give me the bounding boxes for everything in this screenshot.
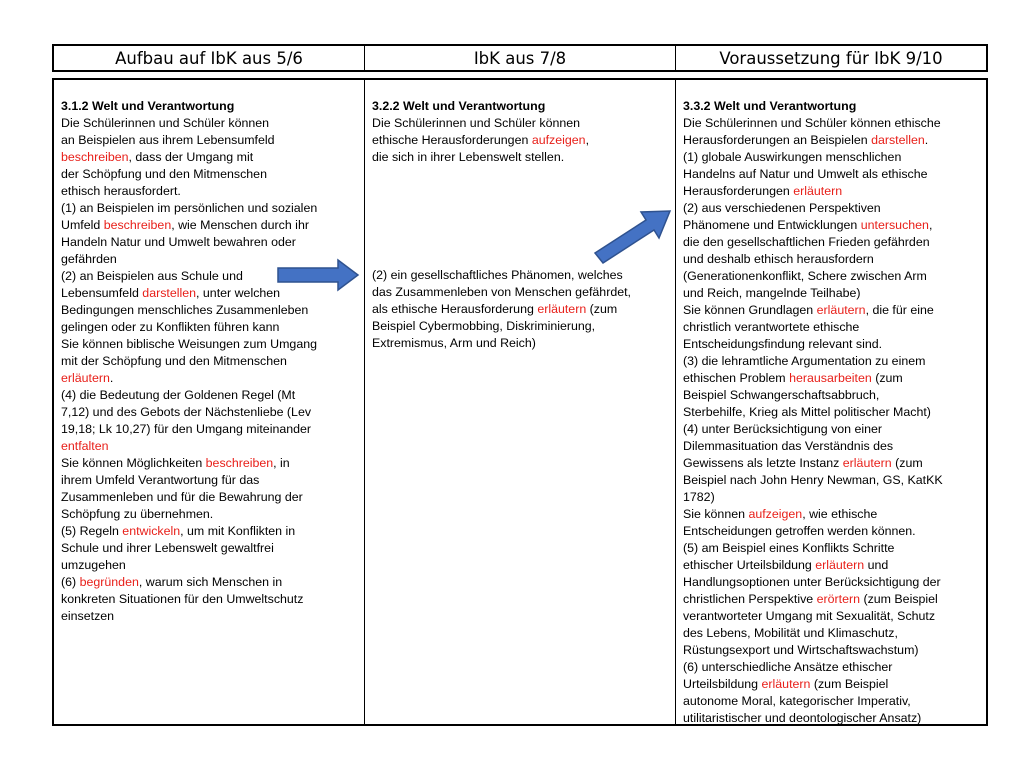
text-line: das Zusammenleben von Menschen gefährdet, [372, 285, 631, 299]
text-line: umzugehen [61, 558, 126, 572]
text-line [61, 574, 364, 591]
text-line: Rüstungsexport und Wirtschaftswachstum) [683, 643, 919, 657]
text-fragment: Urteilsbildung [683, 677, 762, 691]
col2-title: 3.2.2 Welt und Verantwortung [372, 99, 546, 113]
text-line: gefährden [61, 252, 117, 266]
text-line: (2) an Beispielen aus Schule und [61, 269, 243, 283]
operator-word: erläutern [793, 184, 843, 198]
text-line: 7,12) und des Gebots der Nächstenliebe (Lev [61, 405, 312, 419]
text-line: Sterbehilfe, Krieg als Mittel politischer Macht) [683, 405, 931, 419]
operator-word: erläutern [61, 371, 110, 385]
arrow-right-icon [276, 258, 360, 292]
operator-word: erläutern [842, 456, 892, 470]
text-line [683, 455, 986, 472]
text-line: konkreten Situationen für den Umweltschutz [61, 592, 304, 606]
operator-word: erörtern [816, 592, 860, 606]
text-line [683, 557, 986, 574]
text-line [61, 217, 364, 234]
text-fragment: , warum sich Menschen in [138, 575, 283, 589]
text-line [683, 676, 986, 693]
text-line: Die Schülerinnen und Schüler können [61, 116, 270, 130]
text-fragment: (zum [891, 456, 923, 470]
text-line: christlich verantwortete ethische [683, 320, 860, 334]
text-line: (6) unterschiedliche Ansätze ethischer [683, 660, 893, 674]
text-line: Handlungsoptionen unter Berücksichtigung der [683, 575, 941, 589]
text-fragment: , unter welchen [196, 286, 281, 300]
text-fragment: Sie können Möglichkeiten [61, 456, 206, 470]
text-line: verantworteter Umgang mit Sexualität, Schutz [683, 609, 936, 623]
text-fragment: als ethische Herausforderung [372, 302, 538, 316]
text-fragment: , um mit Konflikten in [180, 524, 296, 538]
col2-competence-2 [372, 267, 631, 352]
text-line: (Generationenkonflikt, Schere zwischen Arm [683, 269, 927, 283]
column-2 [364, 80, 675, 724]
operator-word: darstellen [871, 133, 925, 147]
text-line: (4) die Bedeutung der Goldenen Regel (Mt [61, 388, 296, 402]
arrow-diagonal-icon [592, 206, 674, 266]
text-line [61, 523, 364, 540]
text-line: (1) globale Auswirkungen menschlichen [683, 150, 902, 164]
text-line: (3) die lehramtliche Argumentation zu einem [683, 354, 926, 368]
text-fragment: Herausforderungen [683, 184, 794, 198]
col3-title: 3.3.2 Welt und Verantwortung [683, 99, 857, 113]
text-line: Zusammenleben und für die Bewahrung der [61, 490, 303, 504]
text-line [61, 455, 364, 472]
text-line: (2) aus verschiedenen Perspektiven [683, 201, 881, 215]
operator-word: beschreiben [61, 150, 129, 164]
text-line: Beispiel nach John Henry Newman, GS, KatKK [683, 473, 943, 487]
text-line: 1782) [683, 490, 715, 504]
text-line: utilitaristischer und deontologischer Ansatz) [683, 711, 922, 725]
text-line: Schule und ihrer Lebenswelt gewaltfrei [61, 541, 274, 555]
operator-word: entwickeln [122, 524, 181, 538]
text-fragment: , [928, 218, 933, 232]
text-line [372, 301, 631, 318]
text-fragment: , dass der Umgang mit [128, 150, 254, 164]
header-col1: Aufbau auf IbK aus 5/6 [115, 48, 303, 68]
text-fragment: Sie können Grundlagen [683, 303, 817, 317]
text-fragment: und [864, 558, 889, 572]
text-line [683, 370, 986, 387]
text-line: des Lebens, Mobilität und Klimaschutz, [683, 626, 898, 640]
text-fragment: Phänomene und Entwicklungen [683, 218, 861, 232]
text-fragment: , wie Menschen durch ihr [171, 218, 309, 232]
text-line: (5) am Beispiel eines Konflikts Schritte [683, 541, 895, 555]
operator-word: erläutern [537, 302, 587, 316]
text-fragment: christlichen Perspektive [683, 592, 817, 606]
operator-word: entfalten [61, 439, 109, 453]
text-line: Die Schülerinnen und Schüler können ethische [683, 116, 941, 130]
text-fragment: (zum [871, 371, 903, 385]
header-col2: IbK aus 7/8 [364, 46, 675, 70]
text-line: Beispiel Cybermobbing, Diskriminierung, [372, 319, 596, 333]
text-line: Schöpfung zu übernehmen. [61, 507, 214, 521]
text-fragment: . [109, 371, 114, 385]
text-fragment: (zum [586, 302, 618, 316]
text-line [683, 591, 986, 608]
text-fragment: Lebensumfeld [61, 286, 143, 300]
text-line: Handelns auf Natur und Umwelt als ethische [683, 167, 928, 181]
text-line: 19,18; Lk 10,27) für den Umgang miteinander [61, 422, 312, 436]
operator-word: untersuchen [860, 218, 929, 232]
text-fragment: ethischer Urteilsbildung [683, 558, 816, 572]
text-line: Dilemmasituation das Verständnis des [683, 439, 894, 453]
text-fragment: . [924, 133, 929, 147]
text-line: (4) unter Berücksichtigung von einer [683, 422, 883, 436]
text-line: Entscheidungsfindung relevant sind. [683, 337, 883, 351]
text-line [683, 132, 986, 149]
text-line: einsetzen [61, 609, 115, 623]
text-fragment: Umfeld [61, 218, 104, 232]
content-row [52, 78, 988, 726]
header-col3: Voraussetzung für IbK 9/10 [675, 46, 986, 70]
text-fragment: (zum Beispiel [860, 592, 938, 606]
operator-word: erläutern [815, 558, 865, 572]
text-line: Entscheidungen getroffen werden können. [683, 524, 916, 538]
text-fragment: Sie können [683, 507, 749, 521]
text-line [683, 183, 986, 200]
text-line: Die Schülerinnen und Schüler können [372, 116, 581, 130]
text-fragment: ethische Herausforderungen [372, 133, 532, 147]
operator-word: erläutern [816, 303, 866, 317]
text-fragment: (5) Regeln [61, 524, 123, 538]
text-line [683, 506, 986, 523]
operator-word: herausarbeiten [789, 371, 872, 385]
text-line [61, 149, 364, 166]
col1-title: 3.1.2 Welt und Verantwortung [61, 99, 235, 113]
text-line: gelingen oder zu Konflikten führen kann [61, 320, 280, 334]
text-line: autonome Moral, kategorischer Imperativ, [683, 694, 911, 708]
text-line: Bedingungen menschliches Zusammenleben [61, 303, 309, 317]
text-fragment: , wie ethische [802, 507, 878, 521]
text-line: Extremismus, Arm und Reich) [372, 336, 536, 350]
column-3 [675, 80, 986, 724]
text-fragment: , die für eine [865, 303, 934, 317]
text-line: (1) an Beispielen im persönlichen und sozialen [61, 201, 318, 215]
text-line: (2) ein gesellschaftliches Phänomen, welches [372, 268, 623, 282]
text-line [61, 370, 364, 387]
text-line: an Beispielen aus ihrem Lebensumfeld [61, 133, 275, 147]
operator-word: beschreiben [103, 218, 172, 232]
text-line: Sie können biblische Weisungen zum Umgang [61, 337, 317, 351]
operator-word: begründen [79, 575, 139, 589]
text-line: ihrem Umfeld Verantwortung für das [61, 473, 260, 487]
column-1 [54, 80, 364, 724]
text-line [683, 217, 986, 234]
operator-word: beschreiben [205, 456, 274, 470]
operator-word: erläutern [761, 677, 811, 691]
header-row [52, 44, 988, 72]
text-line: mit der Schöpfung und den Mitmenschen [61, 354, 287, 368]
text-line [372, 132, 675, 149]
text-fragment: , in [273, 456, 290, 470]
text-line: ethisch herausfordert. [61, 184, 181, 198]
text-fragment: Herausforderungen an Beispielen [683, 133, 872, 147]
text-fragment: ethischen Problem [683, 371, 790, 385]
text-line: Handeln Natur und Umwelt bewahren oder [61, 235, 296, 249]
text-line: und deshalb ethisch herausfordern [683, 252, 874, 266]
operator-word: aufzeigen [531, 133, 586, 147]
text-fragment: (zum Beispiel [810, 677, 889, 691]
text-line [683, 302, 986, 319]
text-fragment: (6) [61, 575, 80, 589]
text-fragment: , [585, 133, 590, 147]
text-line: der Schöpfung und den Mitmenschen [61, 167, 267, 181]
text-fragment: Gewissens als letzte Instanz [683, 456, 843, 470]
text-line: die den gesellschaftlichen Frieden gefährden [683, 235, 930, 249]
operator-word: aufzeigen [748, 507, 803, 521]
text-line: die sich in ihrer Lebenswelt stellen. [372, 150, 565, 164]
operator-word: darstellen [142, 286, 197, 300]
text-line: und Reich, mangelnde Teilhabe) [683, 286, 861, 300]
text-line: Beispiel Schwangerschaftsabbruch, [683, 388, 880, 402]
